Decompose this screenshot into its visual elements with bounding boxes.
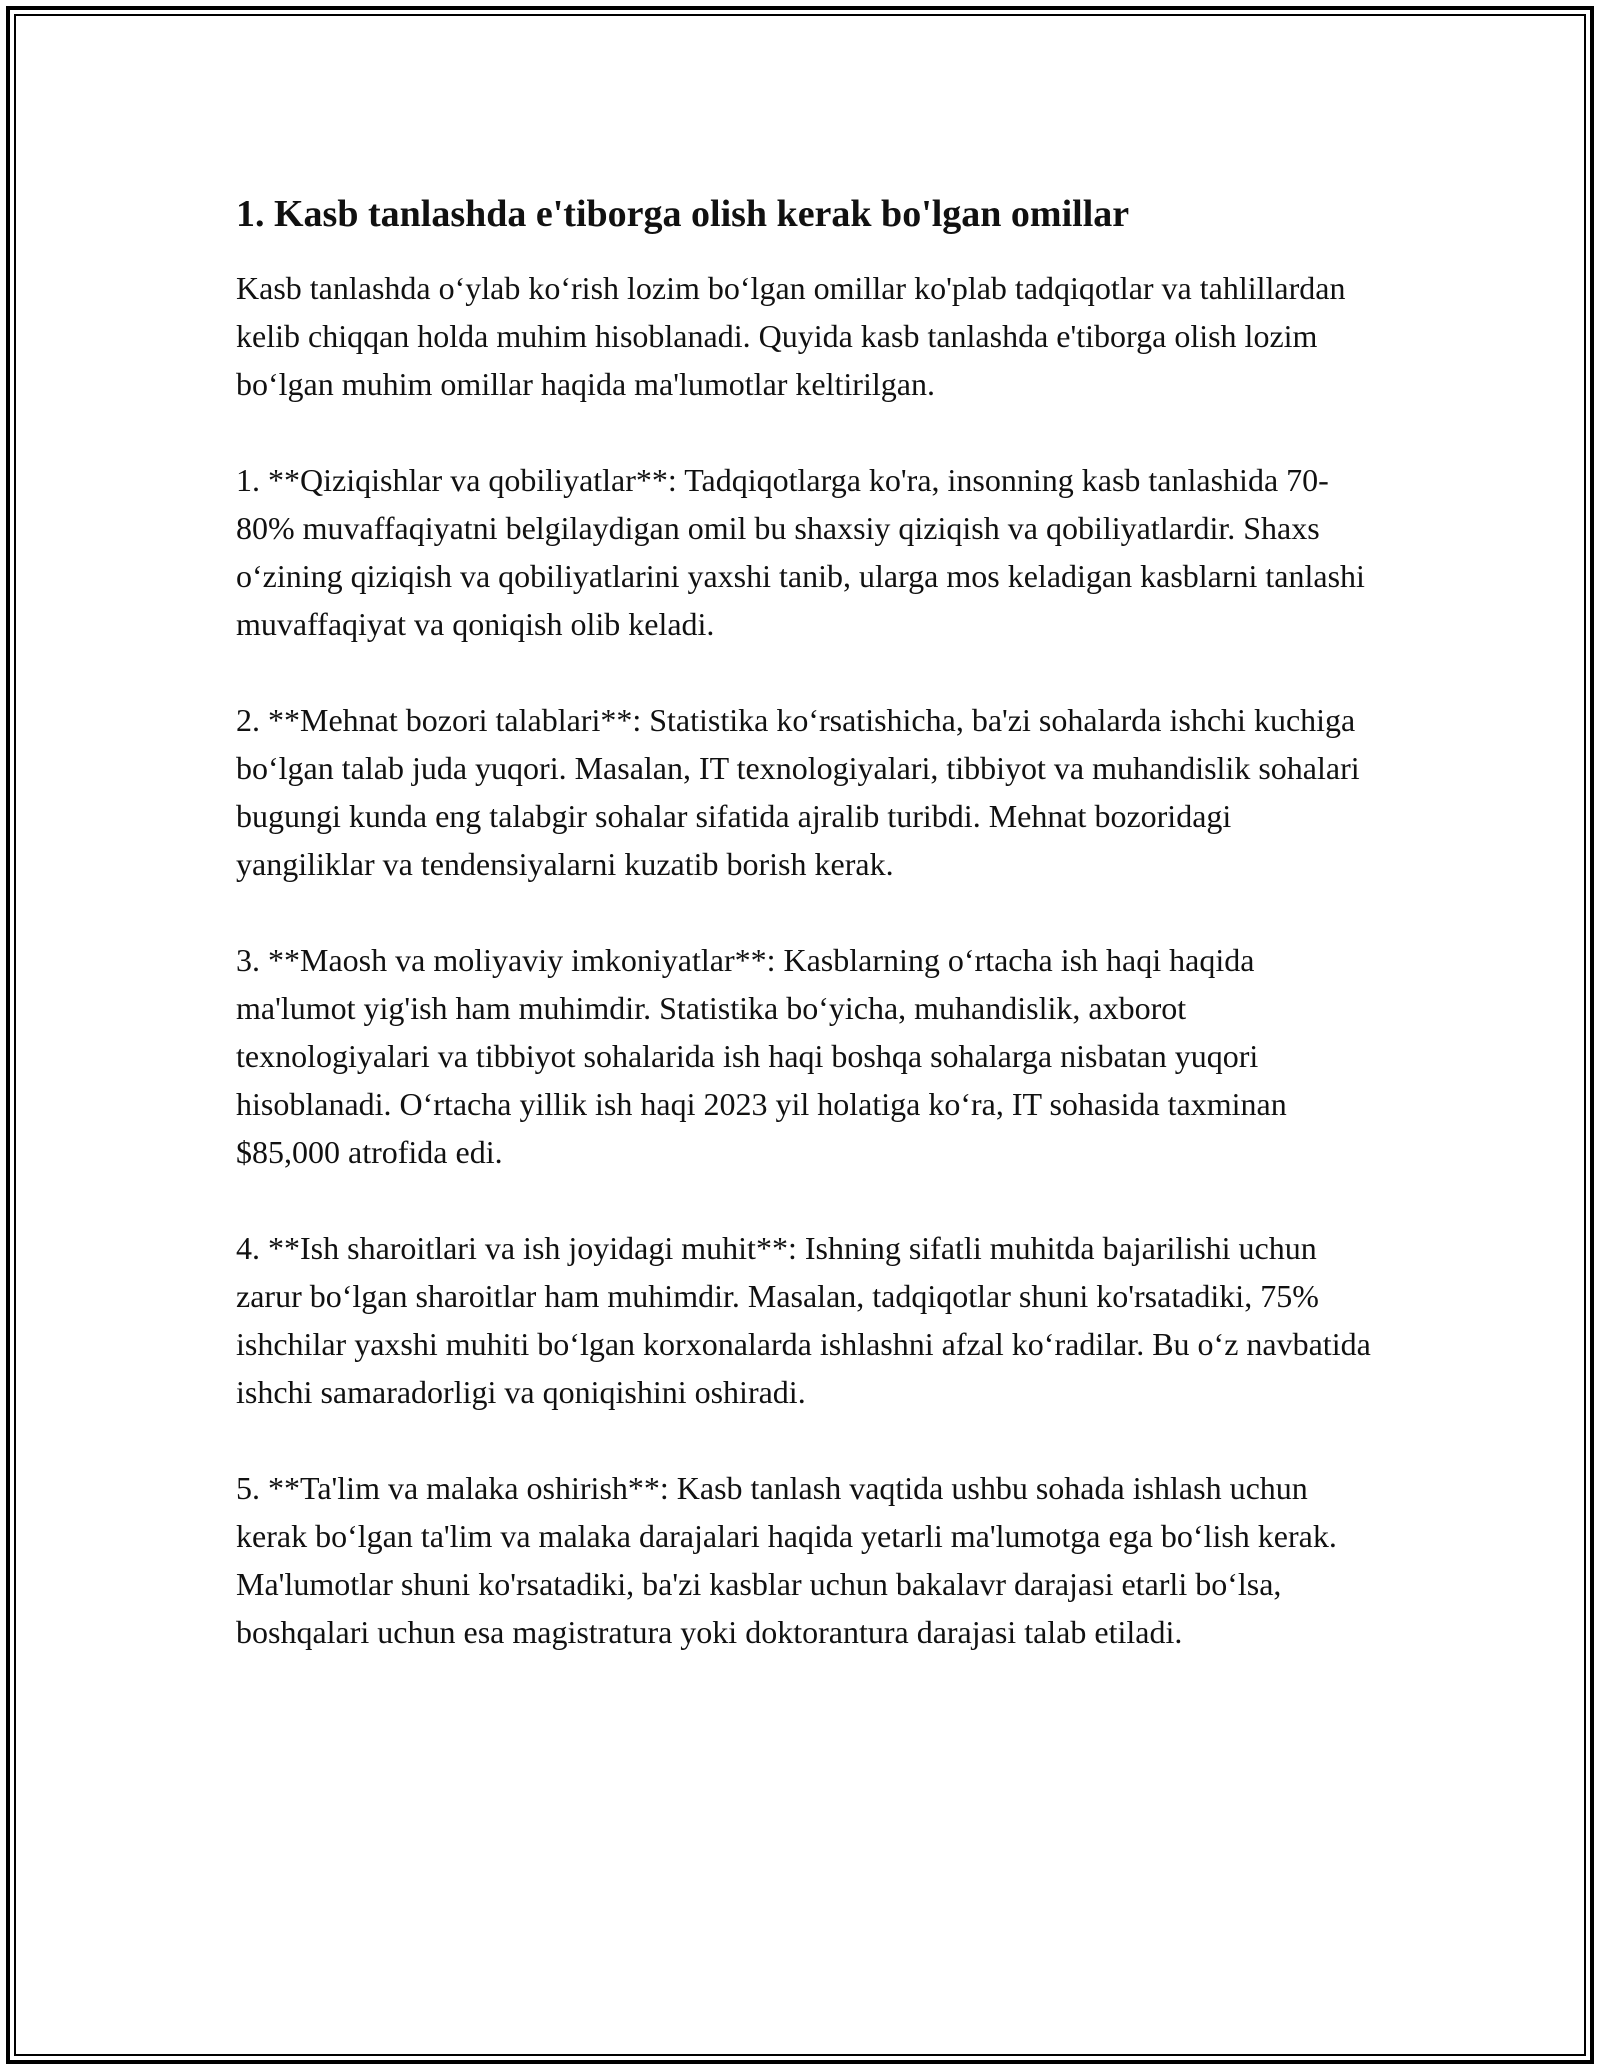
document-title: 1. Kasb tanlashda e'tiborga olish kerak bo'lgan omillar [236,193,1130,235]
factor-paragraph-salary: 3. **Maosh va moliyaviy imkoniyatlar**: Kasblarning o‘rtacha ish haqi haqida ma'lumot yig'ish ham muhimdir. Statistika bo‘yicha, muhandislik, axborot texnologiyalari va tibbiyot sohalarida ish haqi boshqa sohalarga nisbatan yuqori hisoblanadi. O‘rtacha yillik ish haqi 2023 yil holatiga ko‘ra, IT sohasida taxminan $85,000 atrofida edi. [236,942,1287,1170]
factor-paragraph-work-conditions: 4. **Ish sharoitlari va ish joyidagi muhit**: Ishning sifatli muhitda bajarilishi uchun zarur bo‘lgan sharoitlar ham muhimdir. Masalan, tadqiqotlar shuni ko'rsatadiki, 75% ishchilar yaxshi muhiti bo‘lgan korxonalarda ishlashni afzal ko‘radilar. Bu o‘z navbatida ishchi samaradorligi va qoniqishini oshiradi. [236,1230,1371,1410]
intro-paragraph: Kasb tanlashda o‘ylab ko‘rish lozim bo‘lgan omillar ko'plab tadqiqotlar va tahlillardan kelib chiqqan holda muhim hisoblanadi. Quyida kasb tanlashda e'tiborga olish lozim bo‘lgan muhim omillar haqida ma'lumotlar keltirilgan. [236,270,1346,402]
factor-paragraph-labor-market: 2. **Mehnat bozori talablari**: Statistika ko‘rsatishicha, ba'zi sohalarda ishchi kuchiga bo‘lgan talab juda yuqori. Masalan, IT texnologiyalari, tibbiyot va muhandislik sohalari bugungi kunda eng talabgir sohalar sifatida ajralib turibdi. Mehnat bozoridagi yangiliklar va tendensiyalarni kuzatib borish kerak. [236,702,1360,882]
factor-paragraph-education: 5. **Ta'lim va malaka oshirish**: Kasb tanlash vaqtida ushbu sohada ishlash uchun kerak bo‘lgan ta'lim va malaka darajalari haqida yetarli ma'lumotga ega bo‘lish kerak. Ma'lumotlar shuni ko'rsatadiki, ba'zi kasblar uchun bakalavr darajasi etarli bo‘lsa, boshqalari uchun esa magistratura yoki doktorantura darajasi talab etiladi. [236,1470,1337,1650]
factor-paragraph-interests: 1. **Qiziqishlar va qobiliyatlar**: Tadqiqotlarga ko'ra, insonning kasb tanlashida 70-80% muvaffaqiyatni belgilaydigan omil bu shaxsiy qiziqish va qobiliyatlardir. Shaxs o‘zining qiziqish va qobiliyatlarini yaxshi tanib, ularga mos keladigan kasblarni tanlashi muvaffaqiyat va qoniqish olib keladi. [236,462,1365,642]
document-body [236,190,1376,1704]
